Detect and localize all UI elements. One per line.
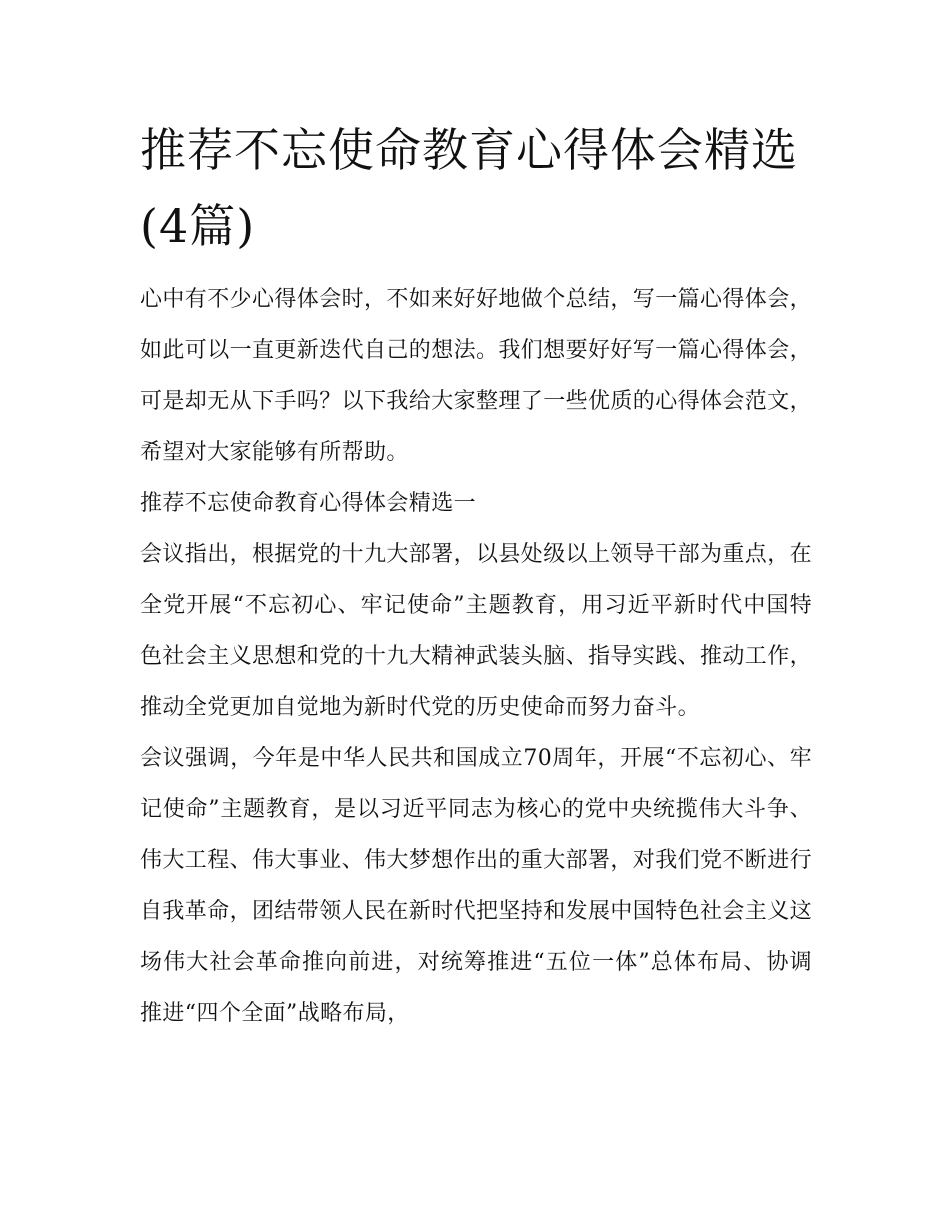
intro-paragraph: 心中有不少心得体会时，不如来好好地做个总结，写一篇心得体会，如此可以一直更新迭代自己的想法。我们想要好好写一篇心得体会，可是却无从下手吗？以下我给大家整理了一些优质的心得体会范文，希望对大家能够有所帮助。	[140, 287, 813, 465]
document-body	[140, 112, 812, 1039]
body-paragraph: 会议强调，今年是中华人民共和国成立70周年，开展“不忘初心、牢记使命”主题教育，是以习近平同志为核心的党中央统揽伟大斗争、伟大工程、伟大事业、伟大梦想作出的重大部署，对我们党不断进行自我革命，团结带领人民在新时代把坚持和发展中国特色社会主义这场伟大社会革命推向前进，对统筹推进“五位一体”总体布局、协调推进“四个全面”战略布局，	[140, 746, 813, 1026]
body-paragraph: 会议指出，根据党的十九大部署，以县处级以上领导干部为重点，在全党开展“不忘初心、牢记使命”主题教育，用习近平新时代中国特色社会主义思想和党的十九大精神武装头脑、指导实践、推动工作，推动全党更加自觉地为新时代党的历史使命而努力奋斗。	[140, 542, 813, 720]
section-heading: 推荐不忘使命教育心得体会精选一	[140, 491, 477, 516]
document-title: 推荐不忘使命教育心得体会精选(4篇)	[140, 123, 798, 253]
